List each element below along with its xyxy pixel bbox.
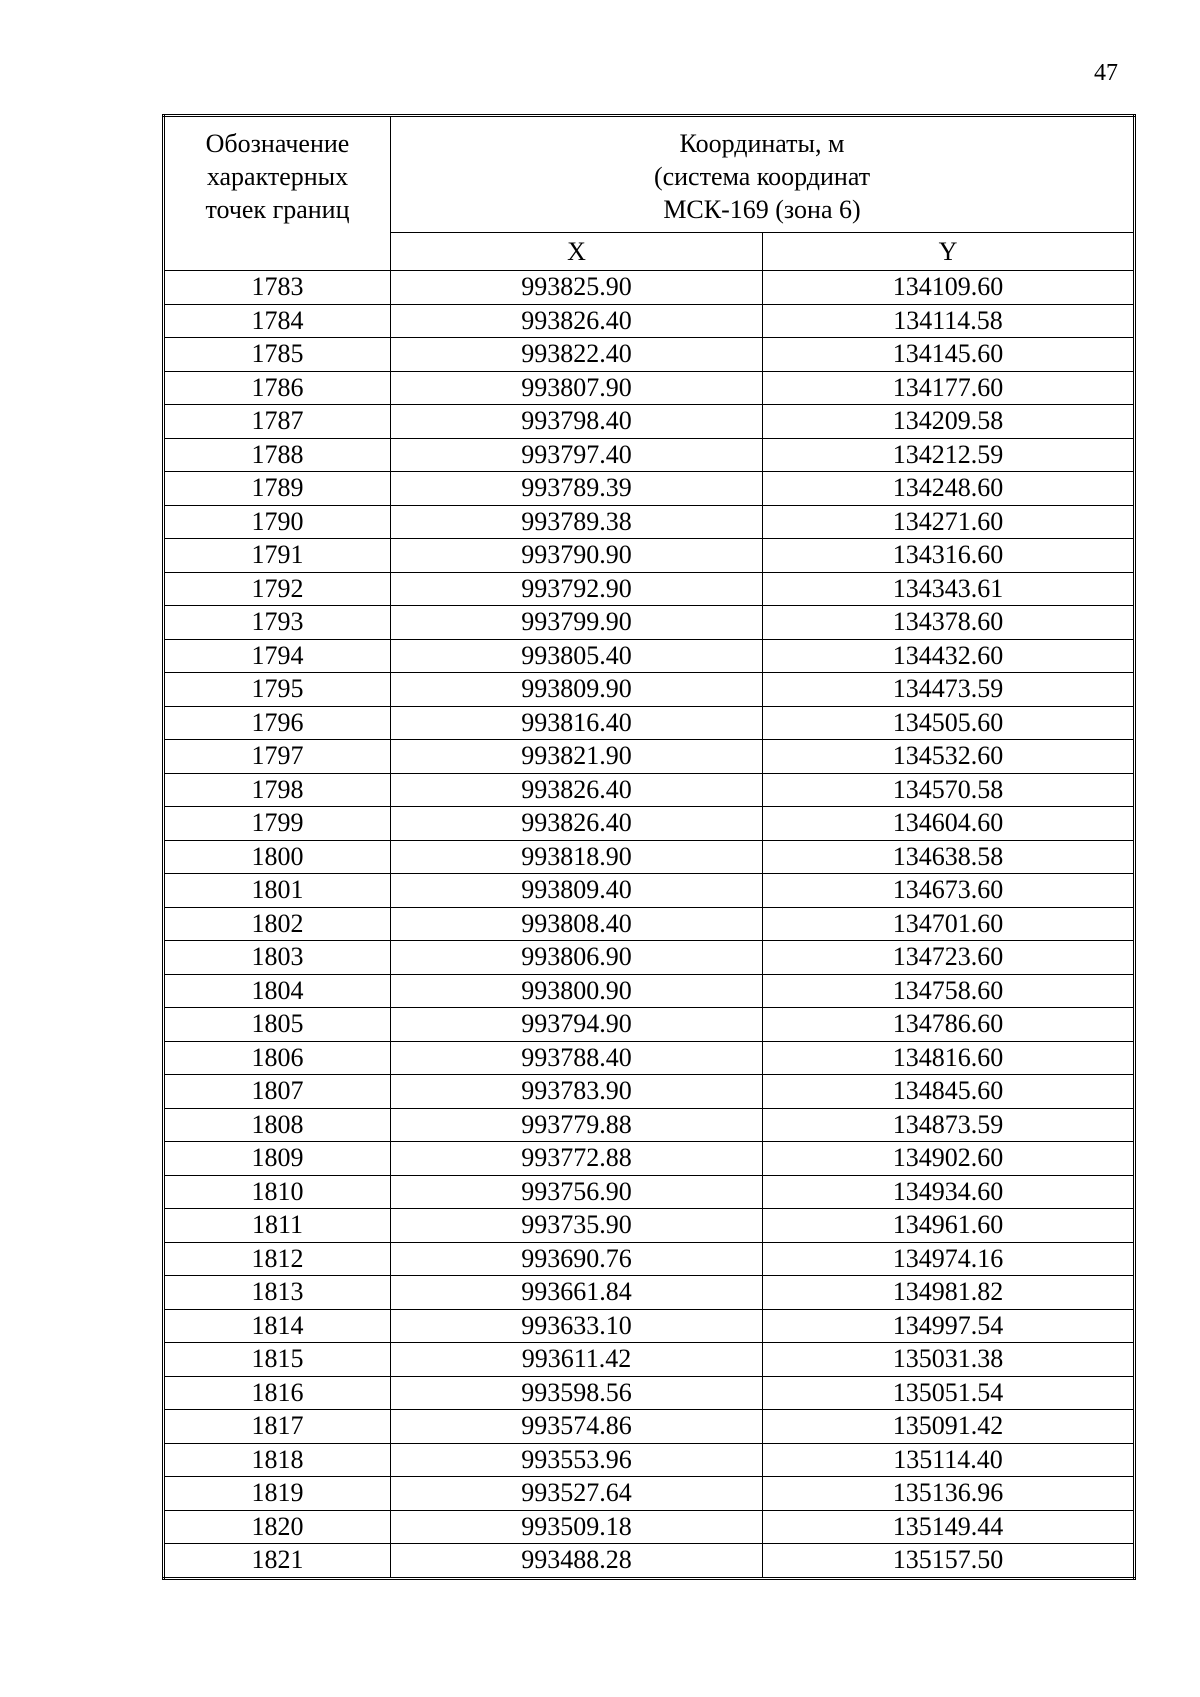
y-coordinate-cell: 135051.54 [763, 1376, 1135, 1410]
x-coordinate-cell: 993488.28 [391, 1544, 763, 1579]
y-coordinate-cell: 135114.40 [763, 1443, 1135, 1477]
y-coordinate-cell: 134961.60 [763, 1209, 1135, 1243]
point-cell: 1798 [164, 773, 391, 807]
point-cell: 1808 [164, 1108, 391, 1142]
point-cell: 1801 [164, 874, 391, 908]
table-row [164, 606, 1135, 640]
y-coordinate-cell: 134209.58 [763, 405, 1135, 439]
x-coordinate-cell: 993818.90 [391, 840, 763, 874]
x-coordinate-cell: 993805.40 [391, 639, 763, 673]
x-coordinate-cell: 993598.56 [391, 1376, 763, 1410]
table-row [164, 438, 1135, 472]
coordinates-table [162, 114, 1136, 1580]
y-coordinate-cell: 134212.59 [763, 438, 1135, 472]
table-row [164, 1309, 1135, 1343]
y-column-header: Y [763, 233, 1135, 271]
x-coordinate-cell: 993821.90 [391, 740, 763, 774]
page-number: 47 [1094, 60, 1118, 86]
table-row [164, 673, 1135, 707]
y-coordinate-cell: 134981.82 [763, 1276, 1135, 1310]
x-coordinate-cell: 993661.84 [391, 1276, 763, 1310]
point-cell: 1812 [164, 1242, 391, 1276]
x-coordinate-cell: 993806.90 [391, 941, 763, 975]
y-coordinate-cell: 134604.60 [763, 807, 1135, 841]
point-cell: 1804 [164, 974, 391, 1008]
x-coordinate-cell: 993800.90 [391, 974, 763, 1008]
point-cell: 1803 [164, 941, 391, 975]
point-cell: 1787 [164, 405, 391, 439]
table-row [164, 1376, 1135, 1410]
table-row [164, 1544, 1135, 1579]
y-coordinate-cell: 134248.60 [763, 472, 1135, 506]
table-row [164, 1343, 1135, 1377]
point-header-line-2: характерных [206, 162, 349, 191]
table-row [164, 807, 1135, 841]
x-coordinate-cell: 993808.40 [391, 907, 763, 941]
y-coordinate-cell: 134343.61 [763, 572, 1135, 606]
point-cell: 1816 [164, 1376, 391, 1410]
y-coordinate-cell: 134816.60 [763, 1041, 1135, 1075]
table-row [164, 271, 1135, 305]
table-row [164, 874, 1135, 908]
point-cell: 1815 [164, 1343, 391, 1377]
table-row [164, 1510, 1135, 1544]
y-coordinate-cell: 135031.38 [763, 1343, 1135, 1377]
table-row [164, 1443, 1135, 1477]
x-coordinate-cell: 993790.90 [391, 539, 763, 573]
table-row [164, 941, 1135, 975]
y-coordinate-cell: 134786.60 [763, 1008, 1135, 1042]
x-coordinate-cell: 993553.96 [391, 1443, 763, 1477]
point-cell: 1802 [164, 907, 391, 941]
y-coordinate-cell: 135157.50 [763, 1544, 1135, 1579]
y-coordinate-cell: 134701.60 [763, 907, 1135, 941]
x-coordinate-cell: 993527.64 [391, 1477, 763, 1511]
y-coordinate-cell: 134570.58 [763, 773, 1135, 807]
point-cell: 1794 [164, 639, 391, 673]
x-coordinate-cell: 993574.86 [391, 1410, 763, 1444]
point-cell: 1797 [164, 740, 391, 774]
table-row [164, 505, 1135, 539]
table-row [164, 1209, 1135, 1243]
x-coordinate-cell: 993826.40 [391, 773, 763, 807]
y-coordinate-cell: 134114.58 [763, 304, 1135, 338]
y-coordinate-cell: 134532.60 [763, 740, 1135, 774]
point-cell: 1811 [164, 1209, 391, 1243]
table-row [164, 1410, 1135, 1444]
coords-header-line-2: (система координат [653, 162, 871, 191]
point-header-line-1: Обозначение [205, 129, 350, 158]
point-cell: 1817 [164, 1410, 391, 1444]
x-coordinate-cell: 993779.88 [391, 1108, 763, 1142]
header-row-main [164, 116, 1135, 233]
point-cell: 1786 [164, 371, 391, 405]
point-cell: 1788 [164, 438, 391, 472]
point-cell: 1810 [164, 1175, 391, 1209]
x-coordinate-cell: 993792.90 [391, 572, 763, 606]
table-row [164, 304, 1135, 338]
y-coordinate-cell: 135136.96 [763, 1477, 1135, 1511]
point-cell: 1806 [164, 1041, 391, 1075]
point-cell: 1795 [164, 673, 391, 707]
table-row [164, 740, 1135, 774]
table-row [164, 539, 1135, 573]
coordinates-column-header [391, 116, 1135, 233]
table-row [164, 974, 1135, 1008]
point-cell: 1784 [164, 304, 391, 338]
point-cell: 1789 [164, 472, 391, 506]
x-coordinate-cell: 993826.40 [391, 304, 763, 338]
table-body [164, 271, 1135, 1579]
x-coordinate-cell: 993799.90 [391, 606, 763, 640]
table-row [164, 1242, 1135, 1276]
y-coordinate-cell: 134974.16 [763, 1242, 1135, 1276]
x-coordinate-cell: 993789.39 [391, 472, 763, 506]
y-coordinate-cell: 134145.60 [763, 338, 1135, 372]
point-cell: 1805 [164, 1008, 391, 1042]
table-row [164, 1008, 1135, 1042]
point-cell: 1813 [164, 1276, 391, 1310]
table-row [164, 1108, 1135, 1142]
table-row [164, 1477, 1135, 1511]
table-header [164, 116, 1135, 271]
x-coordinate-cell: 993789.38 [391, 505, 763, 539]
x-coordinate-cell: 993788.40 [391, 1041, 763, 1075]
point-cell: 1783 [164, 271, 391, 305]
x-coordinate-cell: 993798.40 [391, 405, 763, 439]
x-coordinate-cell: 993772.88 [391, 1142, 763, 1176]
y-coordinate-cell: 135091.42 [763, 1410, 1135, 1444]
x-coordinate-cell: 993822.40 [391, 338, 763, 372]
y-coordinate-cell: 134378.60 [763, 606, 1135, 640]
x-coordinate-cell: 993633.10 [391, 1309, 763, 1343]
y-coordinate-cell: 134873.59 [763, 1108, 1135, 1142]
y-coordinate-cell: 134177.60 [763, 371, 1135, 405]
coords-header-line-1: Координаты, м [679, 129, 845, 158]
y-coordinate-cell: 134473.59 [763, 673, 1135, 707]
x-coordinate-cell: 993690.76 [391, 1242, 763, 1276]
x-coordinate-cell: 993756.90 [391, 1175, 763, 1209]
x-coordinate-cell: 993809.90 [391, 673, 763, 707]
y-coordinate-cell: 134997.54 [763, 1309, 1135, 1343]
table-row [164, 706, 1135, 740]
x-coordinate-cell: 993611.42 [391, 1343, 763, 1377]
table-row [164, 472, 1135, 506]
table-row [164, 773, 1135, 807]
y-coordinate-cell: 134505.60 [763, 706, 1135, 740]
table-row [164, 1075, 1135, 1109]
point-cell: 1791 [164, 539, 391, 573]
y-coordinate-cell: 134316.60 [763, 539, 1135, 573]
point-cell: 1814 [164, 1309, 391, 1343]
point-cell: 1790 [164, 505, 391, 539]
x-column-header: X [391, 233, 763, 271]
y-coordinate-cell: 134673.60 [763, 874, 1135, 908]
y-coordinate-cell: 134758.60 [763, 974, 1135, 1008]
y-coordinate-cell: 134432.60 [763, 639, 1135, 673]
y-coordinate-cell: 134271.60 [763, 505, 1135, 539]
point-header-line-3: точек границ [205, 195, 350, 224]
table-row [164, 405, 1135, 439]
x-coordinate-cell: 993826.40 [391, 807, 763, 841]
x-coordinate-cell: 993783.90 [391, 1075, 763, 1109]
x-coordinate-cell: 993735.90 [391, 1209, 763, 1243]
table-row [164, 639, 1135, 673]
point-cell: 1785 [164, 338, 391, 372]
point-cell: 1799 [164, 807, 391, 841]
y-coordinate-cell: 134934.60 [763, 1175, 1135, 1209]
point-cell: 1796 [164, 706, 391, 740]
x-coordinate-cell: 993807.90 [391, 371, 763, 405]
point-cell: 1793 [164, 606, 391, 640]
table-row [164, 1142, 1135, 1176]
x-coordinate-cell: 993509.18 [391, 1510, 763, 1544]
y-coordinate-cell: 134638.58 [763, 840, 1135, 874]
x-coordinate-cell: 993797.40 [391, 438, 763, 472]
point-cell: 1792 [164, 572, 391, 606]
y-coordinate-cell: 134723.60 [763, 941, 1135, 975]
point-cell: 1800 [164, 840, 391, 874]
x-coordinate-cell: 993809.40 [391, 874, 763, 908]
x-coordinate-cell: 993825.90 [391, 271, 763, 305]
table-row [164, 371, 1135, 405]
y-coordinate-cell: 135149.44 [763, 1510, 1135, 1544]
point-cell: 1820 [164, 1510, 391, 1544]
point-cell: 1821 [164, 1544, 391, 1579]
point-column-header [164, 116, 391, 271]
point-cell: 1807 [164, 1075, 391, 1109]
table-row [164, 572, 1135, 606]
point-cell: 1809 [164, 1142, 391, 1176]
table-row [164, 840, 1135, 874]
y-coordinate-cell: 134845.60 [763, 1075, 1135, 1109]
table-row [164, 338, 1135, 372]
table-row [164, 1175, 1135, 1209]
table-row [164, 907, 1135, 941]
point-cell: 1819 [164, 1477, 391, 1511]
table-row [164, 1041, 1135, 1075]
x-coordinate-cell: 993794.90 [391, 1008, 763, 1042]
y-coordinate-cell: 134902.60 [763, 1142, 1135, 1176]
x-coordinate-cell: 993816.40 [391, 706, 763, 740]
table-row [164, 1276, 1135, 1310]
point-cell: 1818 [164, 1443, 391, 1477]
coords-header-line-3: МСК-169 (зона 6) [663, 195, 861, 224]
y-coordinate-cell: 134109.60 [763, 271, 1135, 305]
